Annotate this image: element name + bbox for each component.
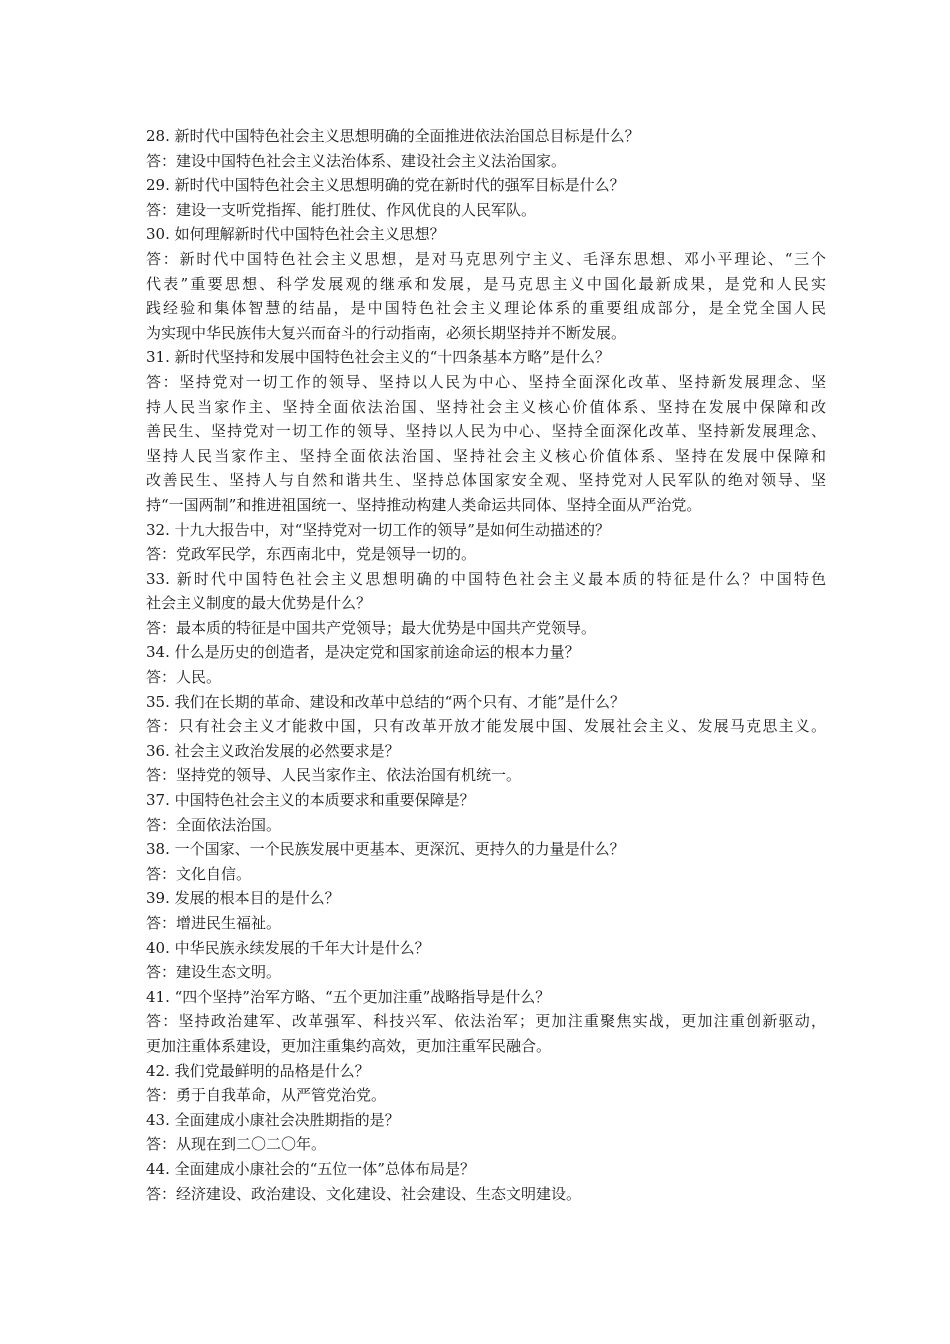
text-line: 答：从现在到二〇二〇年。	[146, 1135, 327, 1154]
text-line: 答：新时代中国特色社会主义思想，是对马克思列宁主义、毛泽东思想、邓小平理论、“三个	[146, 249, 826, 268]
text-line: 践经验和集体智慧的结晶，是中国特色社会主义理论体系的重要组成部分，是全党全国人民	[146, 299, 826, 318]
text-line: 答：坚持党的领导、人民当家作主、依法治国有机统一。	[146, 766, 522, 785]
text-line: 答：勇于自我革命，从严管党治党。	[146, 1086, 387, 1105]
text-line: 答：只有社会主义才能救中国，只有改革开放才能发展中国、发展社会主义、发展马克思主义。	[146, 717, 826, 736]
text-line: 39. 发展的根本目的是什么？	[146, 889, 340, 908]
text-line: 为实现中华民族伟大复兴而奋斗的行动指南，必须长期坚持并不断发展。	[146, 323, 627, 342]
text-line: 答：最本质的特征是中国共产党领导；最大优势是中国共产党领导。	[146, 618, 597, 637]
text-line: 答：建设中国特色社会主义法治体系、建设社会主义法治国家。	[146, 151, 567, 170]
text-line: 36. 社会主义政治发展的必然要求是？	[146, 741, 400, 760]
text-line: 持“一国两制”和推进祖国统一、坚持推动构建人类命运共同体、坚持全面从严治党。	[146, 495, 702, 514]
text-line: 答：坚持政治建军、改革强军、科技兴军、依法治军；更加注重聚焦实战，更加注重创新驱动，	[146, 1012, 826, 1031]
document-body	[146, 124, 826, 1206]
text-line: 34. 什么是历史的创造者，是决定党和国家前途命运的根本力量？	[146, 643, 580, 662]
text-line: 改善民生、坚持人与自然和谐共生、坚持总体国家安全观、坚持党对人民军队的绝对领导、坚	[146, 471, 826, 490]
text-line: 28. 新时代中国特色社会主义思想明确的全面推进依法治国总目标是什么？	[146, 127, 640, 145]
text-line: 答：文化自信。	[146, 864, 252, 883]
text-line: 社会主义制度的最大优势是什么？	[146, 594, 372, 613]
text-line: 答：增进民生福祉。	[146, 914, 282, 932]
text-line: 坚持人民当家作主、坚持全面依法治国、坚持社会主义核心价值体系、坚持在发展中保障和	[146, 446, 826, 465]
text-line: 35. 我们在长期的革命、建设和改革中总结的“两个只有、才能”是什么？	[146, 692, 625, 711]
text-line: 42. 我们党最鲜明的品格是什么？	[146, 1061, 370, 1080]
text-line: 40. 中华民族永续发展的千年大计是什么？	[146, 938, 430, 957]
text-line: 答：建设生态文明。	[146, 963, 282, 982]
text-line: 答：全面依法治国。	[146, 815, 282, 834]
text-line: 29. 新时代中国特色社会主义思想明确的党在新时代的强军目标是什么？	[146, 176, 625, 195]
text-line: 38. 一个国家、一个民族发展中更基本、更深沉、更持久的力量是什么？	[146, 840, 625, 859]
text-line: 33. 新时代中国特色社会主义思想明确的中国特色社会主义最本质的特征是什么？中国特色	[146, 569, 826, 588]
text-line: 31. 新时代坚持和发展中国特色社会主义的“十四条基本方略”是什么？	[146, 348, 610, 367]
text-line: 答：建设一支听党指挥、能打胜仗、作风优良的人民军队。	[146, 200, 537, 219]
text-line: 44. 全面建成小康社会的“五位一体”总体布局是？	[146, 1159, 475, 1178]
text-line: 37. 中国特色社会主义的本质要求和重要保障是？	[146, 791, 475, 810]
text-line: 答：党政军民学，东西南北中，党是领导一切的。	[146, 545, 477, 564]
text-line: 41. “四个坚持”治军方略、“五个更加注重”战略指导是什么？	[146, 987, 551, 1006]
text-line: 代表”重要思想、科学发展观的继承和发展，是马克思主义中国化最新成果，是党和人民实	[146, 274, 826, 293]
text-line: 答：坚持党对一切工作的领导、坚持以人民为中心、坚持全面深化改革、坚持新发展理念、坚	[146, 372, 826, 391]
text-line: 32. 十九大报告中，对“坚持党对一切工作的领导”是如何生动描述的？	[146, 520, 610, 539]
text-line: 善民生、坚持党对一切工作的领导、坚持以人民为中心、坚持全面深化改革、坚持新发展理念、	[146, 422, 826, 441]
text-line: 30. 如何理解新时代中国特色社会主义思想？	[146, 225, 445, 244]
text-line: 43. 全面建成小康社会决胜期指的是？	[146, 1110, 400, 1129]
text-line: 持人民当家作主、坚持全面依法治国、坚持社会主义核心价值体系、坚持在发展中保障和改	[146, 397, 826, 416]
text-line: 更加注重体系建设，更加注重集约高效，更加注重军民融合。	[146, 1036, 552, 1055]
text-line: 答：人民。	[146, 668, 222, 687]
text-line: 答：经济建设、政治建设、文化建设、社会建设、生态文明建设。	[146, 1184, 582, 1203]
